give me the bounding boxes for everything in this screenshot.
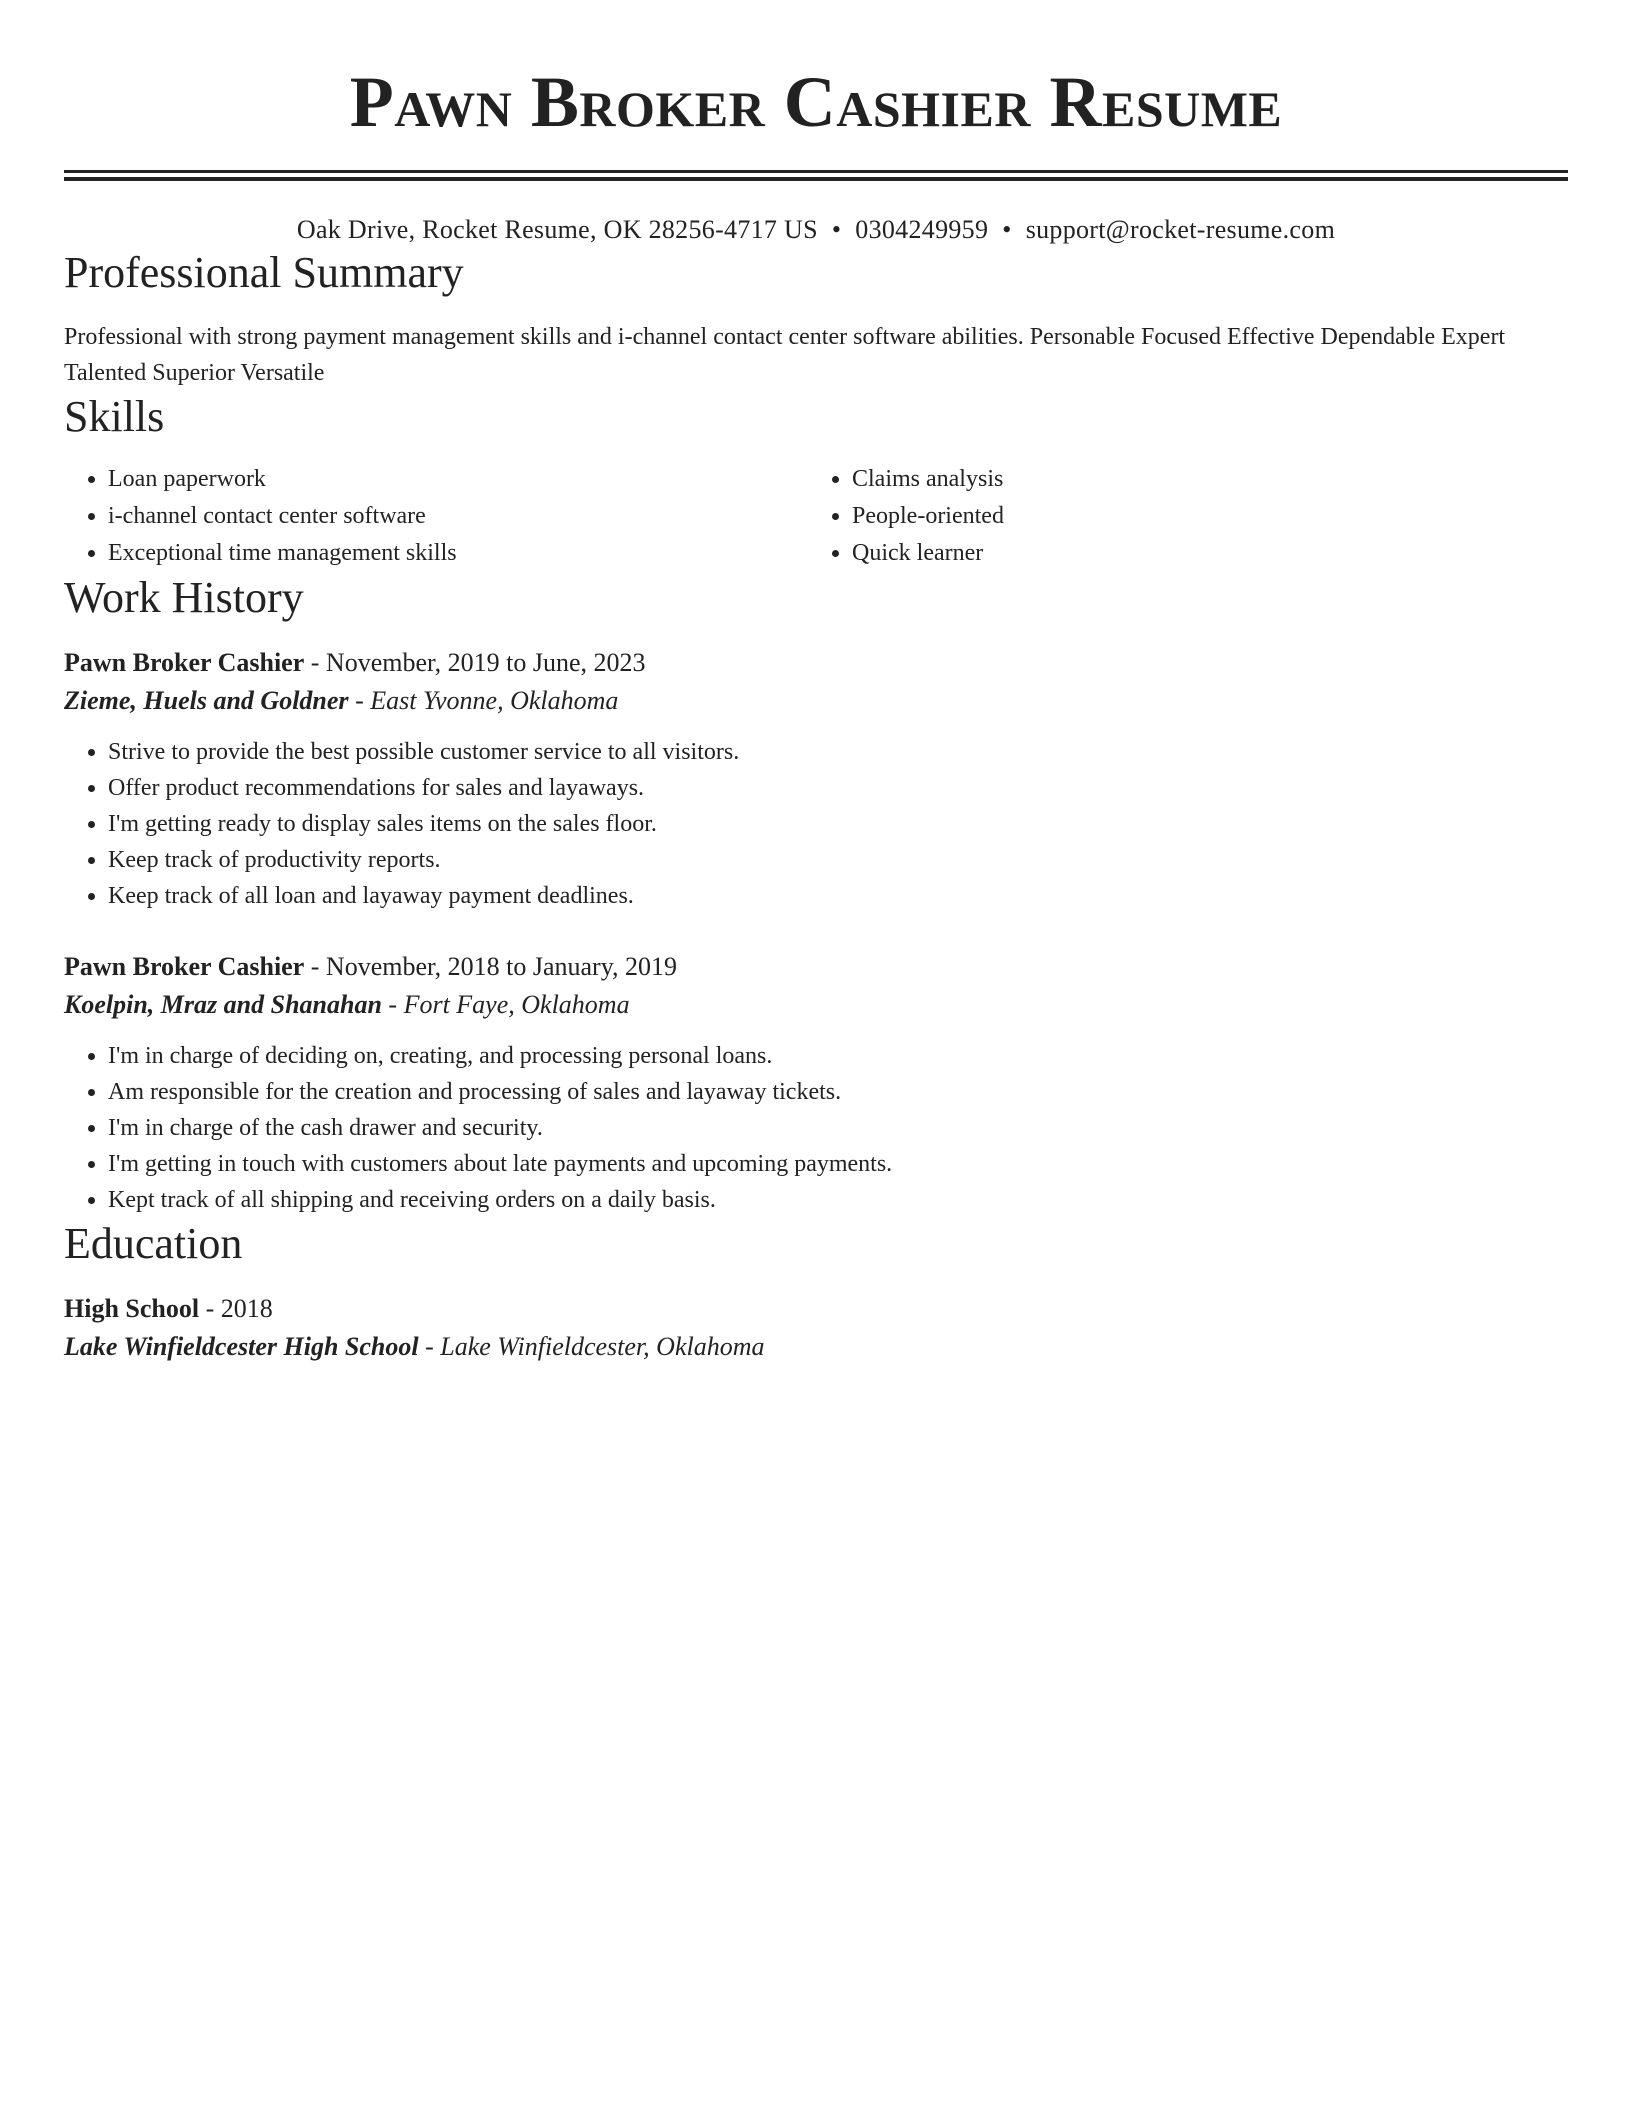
job-dates: - November, 2019 to June, 2023	[304, 648, 646, 677]
skill-item: • Quick learner	[852, 535, 1004, 572]
education-location: - Lake Winfieldcester, Oklahoma	[418, 1332, 765, 1361]
job-role-line	[64, 948, 1568, 986]
skill-item: • People-oriented	[852, 498, 1004, 535]
job-company: Zieme, Huels and Goldner	[64, 686, 349, 715]
job-dates: - November, 2018 to January, 2019	[304, 952, 678, 981]
job-bullets	[64, 1038, 1568, 1218]
job-company: Koelpin, Mraz and Shanahan	[64, 990, 382, 1019]
education-heading: Education	[64, 1219, 243, 1268]
job-bullet: • Keep track of productivity reports.	[108, 842, 1568, 878]
skills-list	[64, 461, 1568, 572]
job-bullet: • Am responsible for the creation and processing of sales and layaway tickets.	[108, 1074, 1568, 1110]
skill-item: • Loan paperwork	[108, 461, 808, 498]
job-bullet: • Offer product recommendations for sales and layaways.	[108, 770, 1568, 806]
contact-address: Oak Drive, Rocket Resume, OK 28256-4717 US	[296, 215, 818, 244]
job-bullet: • I'm getting ready to display sales items on the sales floor.	[108, 806, 1568, 842]
resume-title: Pawn Broker Cashier Resume	[349, 62, 1283, 142]
job-bullet: • I'm getting in touch with customers about late payments and upcoming payments.	[108, 1146, 1568, 1182]
job-bullet: • Kept track of all shipping and receiving orders on a daily basis.	[108, 1182, 1568, 1218]
job-bullet: • Strive to provide the best possible customer service to all visitors.	[108, 734, 1568, 770]
title-divider	[64, 170, 1568, 181]
contact-line	[64, 213, 1568, 247]
job-company-line	[64, 986, 1568, 1024]
contact-phone: 0304249959	[855, 215, 989, 244]
education-degree-line	[64, 1290, 1568, 1328]
job-entry	[64, 644, 1568, 914]
job-bullets	[64, 734, 1568, 914]
job-bullet: • I'm in charge of the cash drawer and security.	[108, 1110, 1568, 1146]
summary-heading: Professional Summary	[64, 248, 464, 297]
job-company-line	[64, 682, 1568, 720]
education-school: Lake Winfieldcester High School	[64, 1332, 419, 1361]
skill-item: • Claims analysis	[852, 461, 1004, 498]
work-history-heading: Work History	[64, 573, 304, 622]
skill-item: • i-channel contact center software	[108, 498, 808, 535]
summary-text: Professional with strong payment management skills and i-channel contact center software abilities. Personable Focused Effective Dependable Expert Talented Superior Versatile	[64, 324, 1506, 386]
job-location: - East Yvonne, Oklahoma	[348, 686, 619, 715]
education-school-line	[64, 1328, 1568, 1366]
education-entry	[64, 1290, 1568, 1366]
contact-separator: •	[1002, 215, 1012, 244]
education-year: - 2018	[199, 1294, 273, 1323]
job-bullet: • Keep track of all loan and layaway payment deadlines.	[108, 878, 1568, 914]
skills-column-left	[64, 461, 808, 572]
skills-heading: Skills	[64, 392, 165, 441]
job-role-line	[64, 644, 1568, 682]
job-entry	[64, 948, 1568, 1218]
job-title: Pawn Broker Cashier	[64, 648, 305, 677]
skills-column-right	[808, 461, 1004, 572]
job-title: Pawn Broker Cashier	[64, 952, 305, 981]
skill-item: • Exceptional time management skills	[108, 535, 808, 572]
job-location: - Fort Faye, Oklahoma	[381, 990, 630, 1019]
contact-separator: •	[831, 215, 842, 244]
education-degree: High School	[64, 1294, 200, 1323]
job-bullet: • I'm in charge of deciding on, creating, and processing personal loans.	[108, 1038, 1568, 1074]
contact-email: support@rocket-resume.com	[1025, 215, 1336, 244]
